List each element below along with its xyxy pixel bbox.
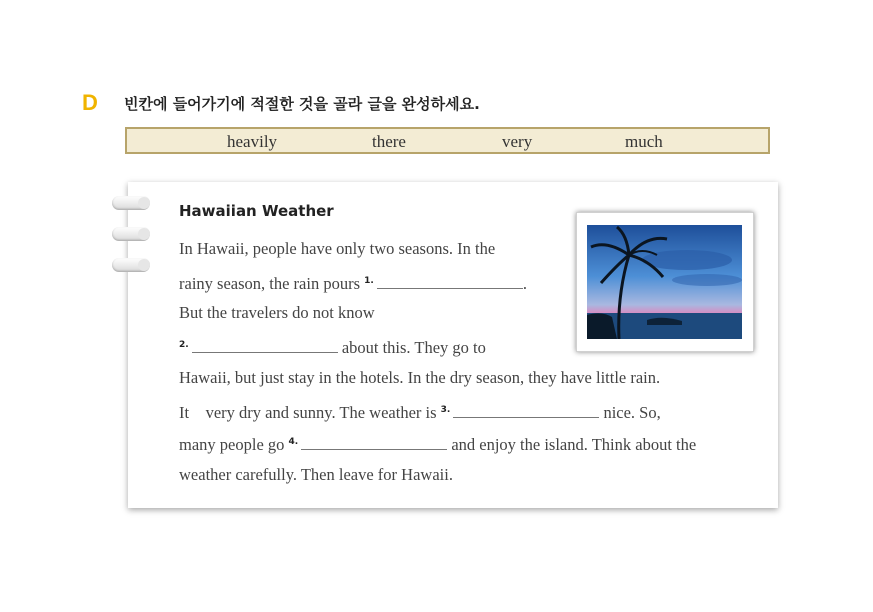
passage-line: It very dry and sunny. The weather is $^{3.}$ nice. So,	[179, 400, 661, 423]
word-bank-item: there	[372, 132, 406, 151]
passage-line: rainy season, the rain pours $^{1.}$ .	[179, 271, 527, 294]
answer-blank-2[interactable]	[192, 335, 338, 353]
passage-card	[128, 182, 778, 508]
passage-line: Hawaii, but just stay in the hotels. In the dry season, they have little rain.	[179, 368, 661, 387]
passage-line: In Hawaii, people have only two seasons. In the	[179, 239, 496, 258]
binder-ring	[112, 227, 160, 241]
binder-ring	[112, 196, 160, 210]
binder-ring	[112, 258, 160, 272]
blank-number: 1.	[364, 275, 374, 286]
word-bank-item: very	[502, 132, 533, 151]
word-bank	[125, 127, 770, 154]
passage-title: Hawaiian Weather	[179, 202, 334, 220]
answer-blank-4[interactable]	[301, 432, 447, 450]
instruction-text: 빈칸에 들어가기에 적절한 것을 골라 글을 완성하세요.	[124, 95, 480, 113]
passage-line: $^{2.}$ about this. They go to	[179, 335, 486, 358]
passage-line: But the travelers do not know	[179, 303, 375, 322]
section-letter: D	[82, 90, 98, 115]
passage-line: many people go $^{4.}$ and enjoy the island. Think about the	[179, 432, 696, 455]
palm-tree-sunset-photo	[587, 225, 742, 339]
answer-blank-3[interactable]	[453, 400, 599, 418]
blank-number: 4.	[288, 436, 299, 447]
passage-line: weather carefully. Then leave for Hawaii.	[179, 465, 453, 484]
photo-frame	[576, 212, 754, 352]
word-bank-item: heavily	[227, 132, 278, 151]
word-bank-item: much	[625, 132, 663, 151]
blank-number: 2.	[179, 339, 189, 350]
answer-blank-1[interactable]	[377, 271, 523, 289]
blank-number: 3.	[440, 404, 451, 415]
